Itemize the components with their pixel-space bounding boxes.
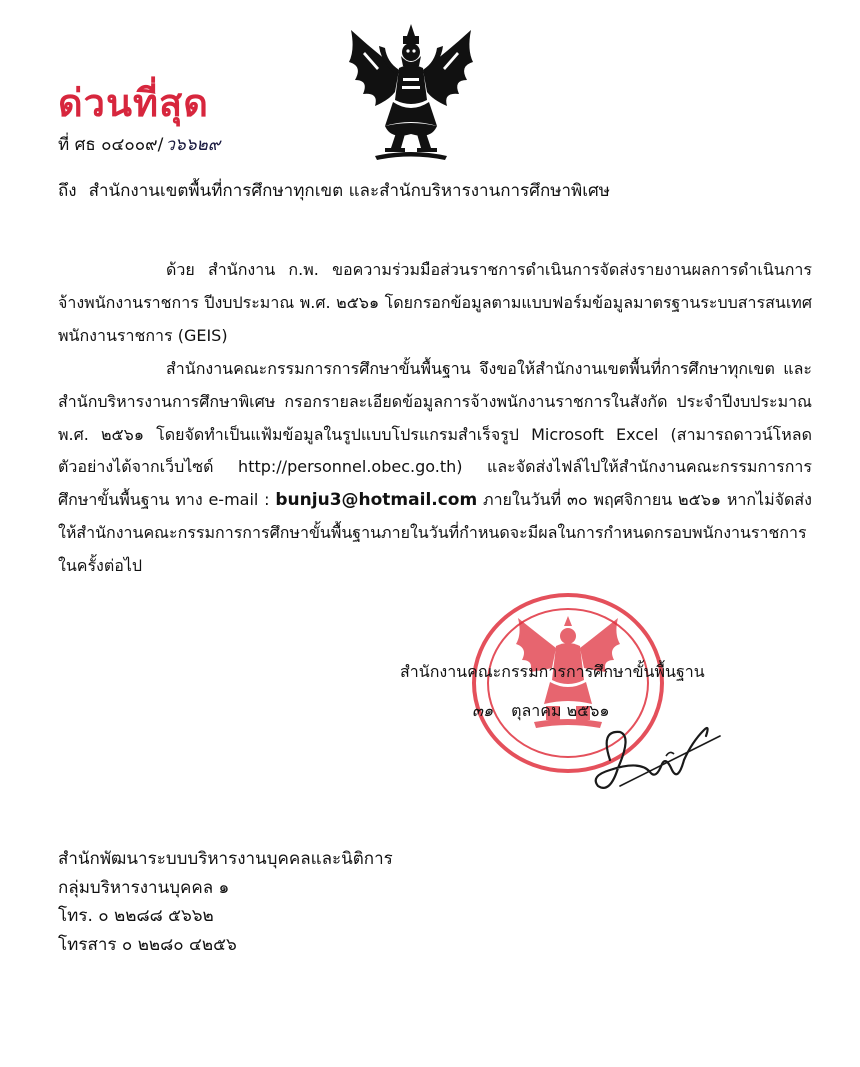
handwritten-signature-icon xyxy=(580,690,730,800)
paragraph-2-part-1: สำนักงานคณะกรรมการการศึกษาขั้นพื้นฐาน จึงขอให้สำนักงานเขตพื้นที่การศึกษาทุกเขต และสำนักบริหารงานการศึกษาพิเศษ กรอกรายละเอียดข้อมูลการจ้างพนักงานราชการในสังกัด ประจำปีงบประมาณ พ.ศ. ๒๕๖๑ โดยจัดทำเป็นแฟ้มข้อมูลในรูปแบบโปรแกรมสำเร็จรูป Microsoft Excel (สามารถดาวน์โหลดตัวอย่างได้จากเว็บไซด์ http://personnel.obec.go.th) และจัดส่งไฟล์ไปให้สำนักงานคณะกรรมการการศึกษาขั้นพื้นฐาน ทาง e-mail : xyxy=(58,359,812,510)
garuda-emblem-icon xyxy=(345,22,477,162)
footer-group: กลุ่มบริหารงานบุคคล ๑ xyxy=(58,877,230,898)
paragraph-1-text: ด้วย สำนักงาน ก.พ. ขอความร่วมมือส่วนราชการดำเนินการจัดส่งรายงานผลการดำเนินการจ้างพนักงานราชการ ปีงบประมาณ พ.ศ. ๒๕๖๑ โดยกรอกข้อมูลตามแบบฟอร์มข้อมูลมาตรฐานระบบสารสนเทศพนักงานราชการ (GEIS) xyxy=(58,260,812,345)
document-number xyxy=(58,131,220,158)
signature-date-month-year: ตุลาคม ๒๕๖๑ xyxy=(511,701,610,720)
document-number-prefix: ที่ ศธ ๐๔๐๐๙/ xyxy=(58,135,164,155)
body-paragraph-1 xyxy=(58,254,812,352)
recipient-line xyxy=(58,177,610,204)
footer-contact xyxy=(58,845,393,959)
footer-phone: โทร. ๐ ๒๒๘๘ ๕๖๖๒ xyxy=(58,906,214,926)
paragraph-2-text xyxy=(58,353,812,583)
email-address: bunju3@hotmail.com xyxy=(275,490,478,511)
recipient-text: สำนักงานเขตพื้นที่การศึกษาทุกเขต และสำนักบริหารงานการศึกษาพิเศษ xyxy=(88,181,611,201)
signature-organization: สำนักงานคณะกรรมการการศึกษาขั้นพื้นฐาน xyxy=(400,662,705,681)
urgent-label: ด่วนที่สุด xyxy=(58,81,209,125)
footer-fax: โทรสาร ๐ ๒๒๘๐ ๔๒๕๖ xyxy=(58,934,237,955)
paragraph-2-part-2: ภายในวันที่ ๓๐ พฤศจิกายน ๒๕๖๑ หากไม่จัดส่งให้สำนักงานคณะกรรมการการศึกษาขั้นพื้นฐานภายในวันที่กำหนดจะมีผลในการกำหนดกรอบพนักงานราชการในครั้งต่อไป xyxy=(58,490,812,575)
footer-department: สำนักพัฒนาระบบบริหารงานบุคคลและนิติการ xyxy=(58,849,393,869)
recipient-label: ถึง xyxy=(58,181,77,201)
signature-date-day: ๓๑ xyxy=(472,701,494,720)
body-paragraph-2 xyxy=(58,353,812,583)
document-number-handwritten: ว๖๖๒๙ xyxy=(165,135,221,155)
